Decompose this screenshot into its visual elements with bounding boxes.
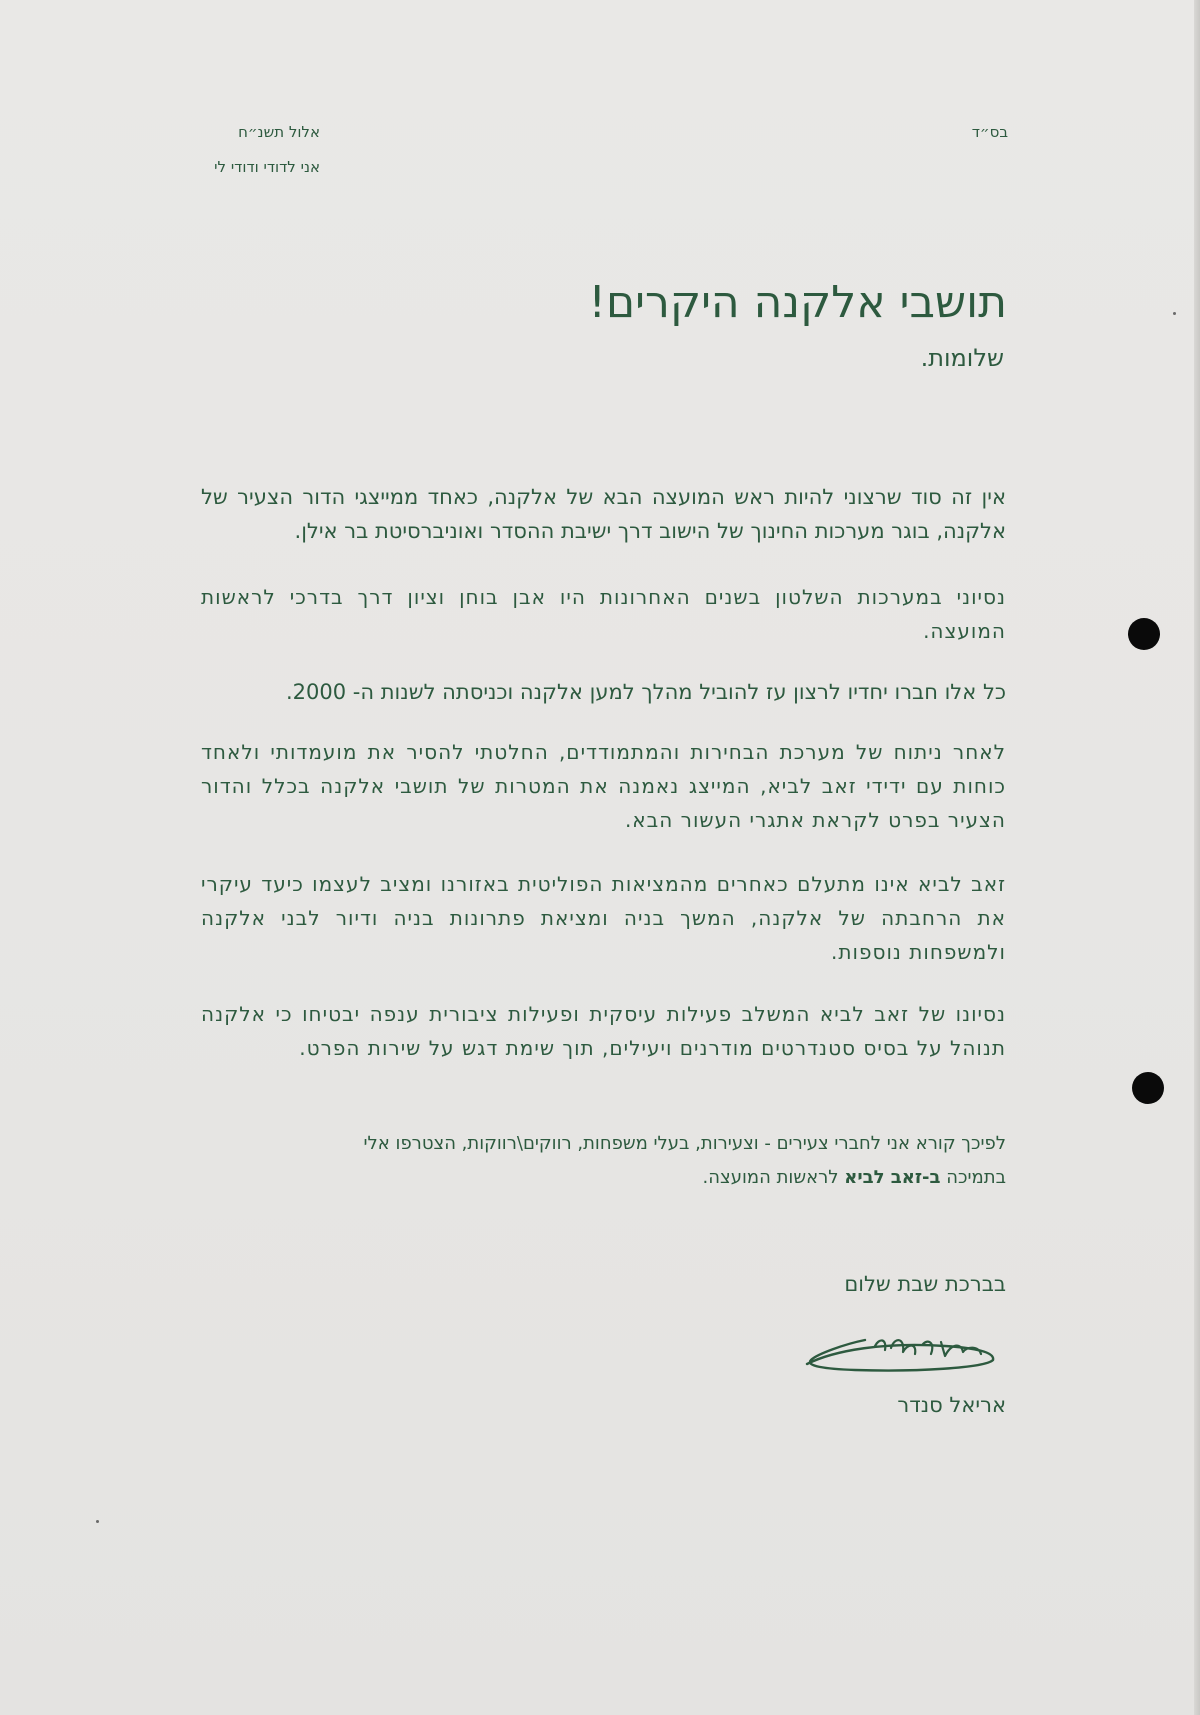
paragraph-intro: אין זה סוד שרצוני להיות ראש המועצה הבא של אלקנה, כאחד ממייצגי הדור הצעיר של אלקנה, בוגר מערכות החינוך של הישוב דרך ישיבת ההסדר ואוניברסיטת בר אילן. — [201, 485, 1006, 543]
paragraph-experience: נסיוני במערכות השלטון בשנים האחרונות היו אבן בוחן וציון דרך בדרכי לראשות המועצה. — [201, 585, 1006, 643]
support-prefix: בתמיכה — [940, 1167, 1006, 1188]
letter-motto: אני לדודי ודודי לי — [214, 158, 320, 176]
punch-hole-lower — [1132, 1072, 1164, 1104]
paragraph-experience-candidate: נסיונו של זאב לביא המשלב פעילות עיסקית ופעילות ציבורית ענפה יבטיחו כי אלקנה תנוהל על בסיס סטנדרטים מודרנים ויעילים, תוך שימת דגש על שירות הפרט. — [201, 1002, 1006, 1060]
signer-name: אריאל סנדר — [897, 1393, 1006, 1417]
paragraph-candidate: זאב לביא אינו מתעלם כאחרים מהמציאות הפוליטית באזורנו ומציב לעצמו כיעד עיקרי את הרחבתה של אלקנה, המשך בניה ומציאת פתרונות בניה ודיור לבני אלקנה ולמשפחות נוספות. — [201, 872, 1006, 964]
handwritten-signature — [795, 1320, 1005, 1380]
support-suffix: לראשות המועצה. — [702, 1167, 845, 1188]
letter-salutation: שלומות. — [920, 344, 1004, 372]
bsd-mark: בס״ד — [971, 123, 1008, 141]
letter-closing: בברכת שבת שלום — [844, 1272, 1006, 1296]
paper-speck — [1173, 312, 1176, 315]
paragraph-decision: לאחר ניתוח של מערכת הבחירות והמתמודדים, החלטתי להסיר את מועמדותי ולאחד כוחות עם ידידי זאב לביא, המייצג נאמנה את המטרות של תושבי אלקנה בכלל והדור הצעיר בפרט לקראת אתגרי העשור הבא. — [201, 740, 1006, 832]
paragraph-call-to-action — [201, 1127, 1006, 1195]
letter-greeting: תושבי אלקנה היקרים! — [588, 277, 1007, 328]
letter-date: אלול תשנ״ח — [238, 123, 320, 141]
paragraph-vision: כל אלו חברו יחדיו לרצון עז להוביל מהלך למען אלקנה וכניסתה לשנות ה- 2000. — [285, 680, 1006, 704]
paper-edge-shadow — [1194, 0, 1200, 1715]
punch-hole-upper — [1128, 618, 1160, 650]
paper-speck — [96, 1520, 99, 1523]
call-line-1: לפיכך קורא אני לחברי צעירים - וצעירות, בעלי משפחות, רווקים\רווקות, הצטרפו אלי — [363, 1133, 1006, 1154]
candidate-name: ב-זאב לביא — [844, 1167, 941, 1188]
